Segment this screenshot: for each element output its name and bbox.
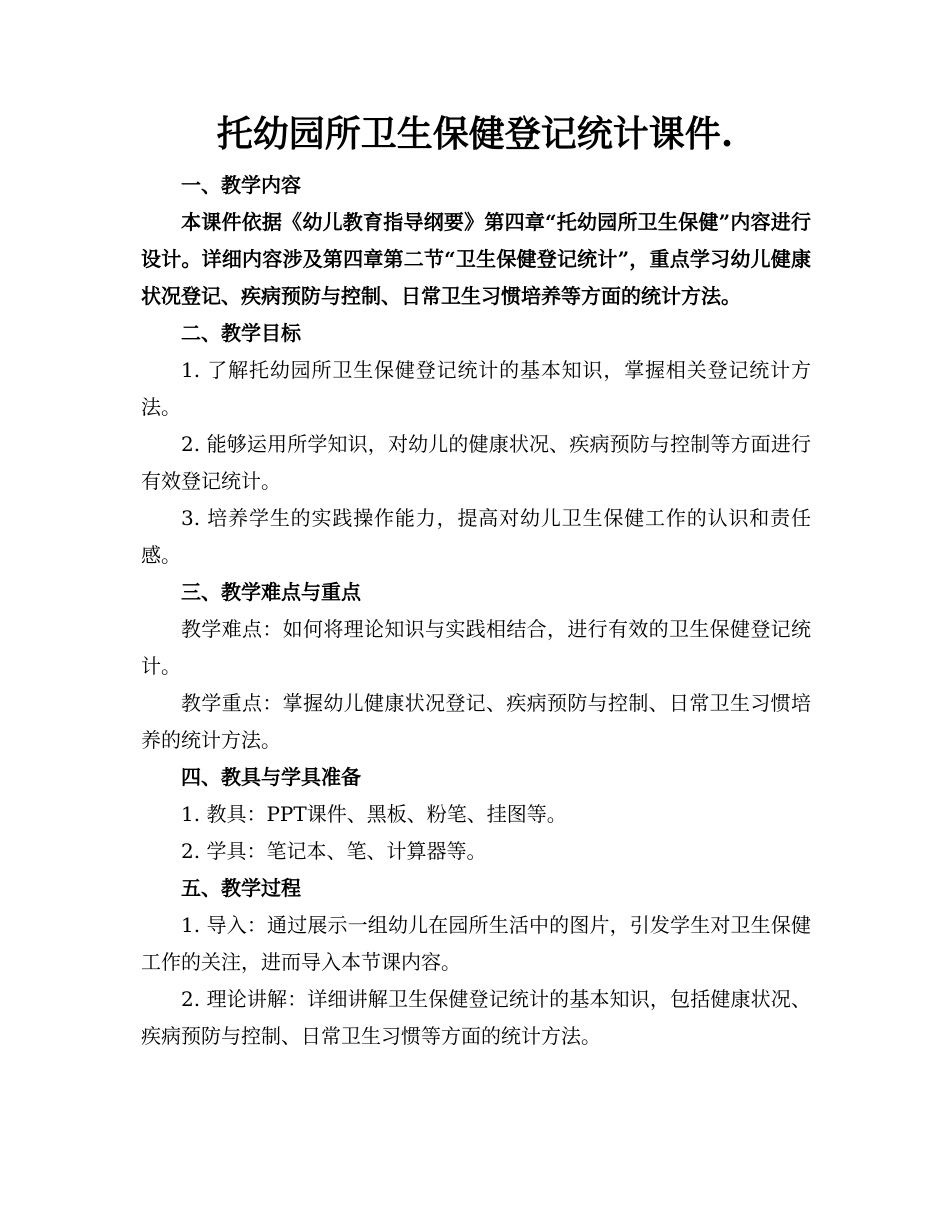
section-heading-materials: 四、教具与学具准备 xyxy=(181,765,361,789)
section-heading-content: 一、教学内容 xyxy=(181,173,301,197)
objective-item-3: 3. 培养学生的实践操作能力，提高对幼儿卫生保健工作的认识和责任感。 xyxy=(141,506,811,567)
objective-item-2: 2. 能够运用所学知识，对幼儿的健康状况、疾病预防与控制等方面进行有效登记统计。 xyxy=(141,432,811,493)
process-item-1: 1. 导入：通过展示一组幼儿在园所生活中的图片，引发学生对卫生保健工作的关注，进而导入本节课内容。 xyxy=(141,913,811,974)
materials-item-2: 2. 学具：笔记本、笔、计算器等。 xyxy=(181,839,487,863)
document-body xyxy=(141,167,811,1055)
key-point-paragraph: 教学重点：掌握幼儿健康状况登记、疾病预防与控制、日常卫生习惯培养的统计方法。 xyxy=(141,691,811,752)
process-item-2: 2. 理论讲解：详细讲解卫生保健登记统计的基本知识，包括健康状况、疾病预防与控制、日常卫生习惯等方面的统计方法。 xyxy=(141,987,811,1048)
difficulty-paragraph: 教学难点：如何将理论知识与实践相结合，进行有效的卫生保健登记统计。 xyxy=(141,617,811,678)
section-heading-objectives: 二、教学目标 xyxy=(181,321,301,345)
section-heading-process: 五、教学过程 xyxy=(181,876,301,900)
materials-item-1: 1. 教具：PPT课件、黑板、粉笔、挂图等。 xyxy=(181,802,567,826)
paragraph-content-description: 本课件依据《幼儿教育指导纲要》第四章“托幼园所卫生保健”内容进行设计。详细内容涉及第四章第二节“卫生保健登记统计”，重点学习幼儿健康状况登记、疾病预防与控制、日常卫生习惯培养等方面的统计方法。 xyxy=(141,210,811,308)
objective-item-1: 1. 了解托幼园所卫生保健登记统计的基本知识，掌握相关登记统计方法。 xyxy=(141,358,811,419)
document-title: 托幼园所卫生保健登记统计课件. xyxy=(216,113,734,155)
section-heading-difficulties: 三、教学难点与重点 xyxy=(181,580,361,604)
